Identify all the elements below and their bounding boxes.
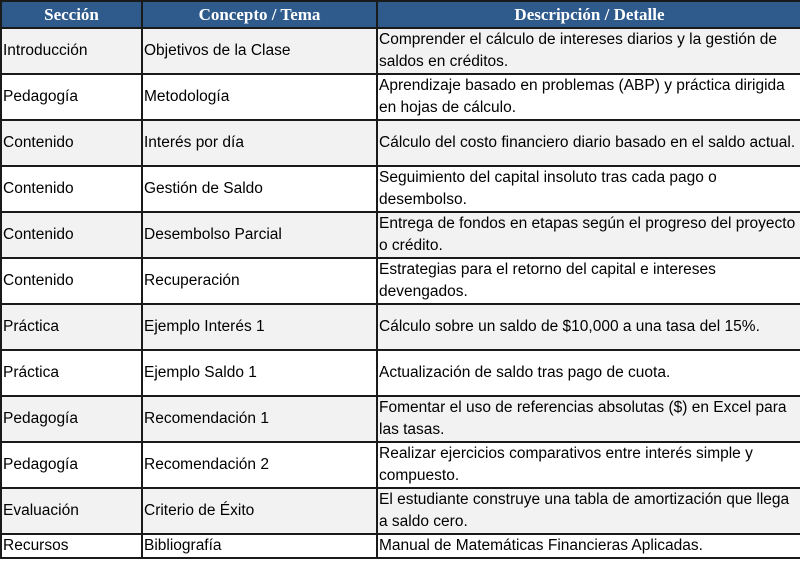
cell-concepto[interactable]: Recomendación 1: [142, 396, 377, 442]
cell-descripcion[interactable]: Realizar ejercicios comparativos entre interés simple y compuesto.: [377, 442, 800, 488]
table-row: [1, 258, 800, 304]
cell-seccion[interactable]: Pedagogía: [1, 442, 142, 488]
cell-seccion[interactable]: Práctica: [1, 350, 142, 396]
cell-seccion[interactable]: Contenido: [1, 166, 142, 212]
cell-seccion[interactable]: Contenido: [1, 212, 142, 258]
cell-concepto[interactable]: Gestión de Saldo: [142, 166, 377, 212]
cell-seccion[interactable]: Introducción: [1, 28, 142, 74]
cell-concepto[interactable]: Ejemplo Interés 1: [142, 304, 377, 350]
table-row: [1, 120, 800, 166]
table-row: [1, 534, 800, 558]
cell-seccion[interactable]: Práctica: [1, 304, 142, 350]
table-row: [1, 74, 800, 120]
table-row: [1, 304, 800, 350]
cell-descripcion[interactable]: Manual de Matemáticas Financieras Aplicadas.: [377, 534, 800, 558]
cell-descripcion[interactable]: Aprendizaje basado en problemas (ABP) y práctica dirigida en hojas de cálculo.: [377, 74, 800, 120]
table-row: [1, 166, 800, 212]
cell-concepto[interactable]: Metodología: [142, 74, 377, 120]
table-row: [1, 488, 800, 534]
cell-descripcion[interactable]: Actualización de saldo tras pago de cuota.: [377, 350, 800, 396]
cell-descripcion[interactable]: Entrega de fondos en etapas según el progreso del proyecto o crédito.: [377, 212, 800, 258]
cell-descripcion[interactable]: Cálculo del costo financiero diario basado en el saldo actual.: [377, 120, 800, 166]
cell-seccion[interactable]: Pedagogía: [1, 74, 142, 120]
cell-concepto[interactable]: Ejemplo Saldo 1: [142, 350, 377, 396]
cell-seccion[interactable]: Contenido: [1, 258, 142, 304]
table-row: [1, 350, 800, 396]
header-concepto[interactable]: Concepto / Tema: [142, 1, 377, 28]
cell-seccion[interactable]: Contenido: [1, 120, 142, 166]
cell-concepto[interactable]: Criterio de Éxito: [142, 488, 377, 534]
header-row: [1, 1, 800, 28]
table-row: [1, 396, 800, 442]
cell-concepto[interactable]: Objetivos de la Clase: [142, 28, 377, 74]
table-row: [1, 212, 800, 258]
cell-descripcion[interactable]: Cálculo sobre un saldo de $10,000 a una tasa del 15%.: [377, 304, 800, 350]
cell-concepto[interactable]: Bibliografía: [142, 534, 377, 558]
header-descripcion[interactable]: Descripción / Detalle: [377, 1, 800, 28]
cell-seccion[interactable]: Recursos: [1, 534, 142, 558]
cell-descripcion[interactable]: Estrategias para el retorno del capital e intereses devengados.: [377, 258, 800, 304]
cell-descripcion[interactable]: Fomentar el uso de referencias absolutas ($) en Excel para las tasas.: [377, 396, 800, 442]
cell-descripcion[interactable]: Comprender el cálculo de intereses diarios y la gestión de saldos en créditos.: [377, 28, 800, 74]
cell-concepto[interactable]: Desembolso Parcial: [142, 212, 377, 258]
cell-descripcion[interactable]: El estudiante construye una tabla de amortización que llega a saldo cero.: [377, 488, 800, 534]
table-row: [1, 442, 800, 488]
cell-concepto[interactable]: Interés por día: [142, 120, 377, 166]
cell-descripcion[interactable]: Seguimiento del capital insoluto tras cada pago o desembolso.: [377, 166, 800, 212]
cell-seccion[interactable]: Pedagogía: [1, 396, 142, 442]
cell-concepto[interactable]: Recomendación 2: [142, 442, 377, 488]
header-seccion[interactable]: Sección: [1, 1, 142, 28]
table-row: [1, 28, 800, 74]
cell-concepto[interactable]: Recuperación: [142, 258, 377, 304]
cell-seccion[interactable]: Evaluación: [1, 488, 142, 534]
